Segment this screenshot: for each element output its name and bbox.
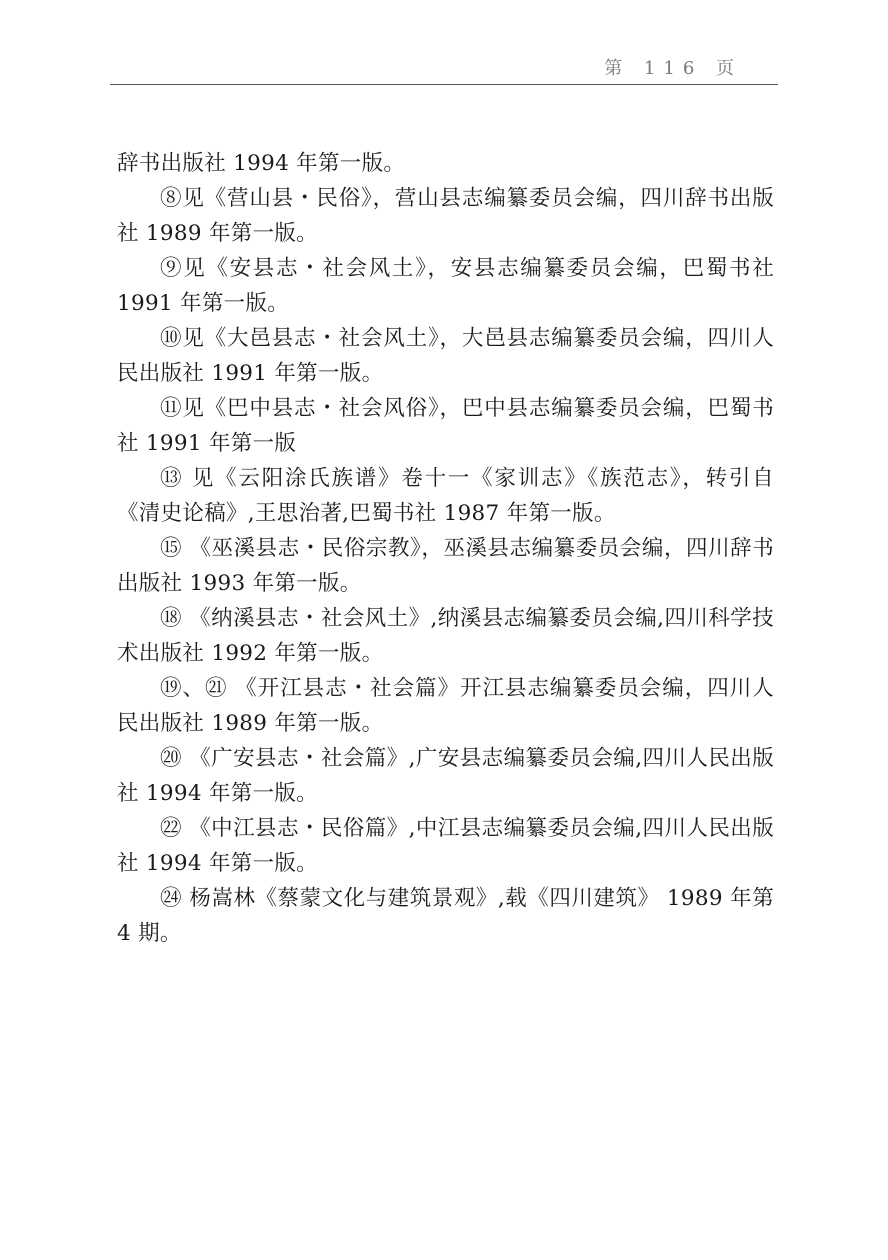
footnote-11: ⑪见《巴中县志・社会风俗》，巴中县志编纂委员会编，巴蜀书社 1991 年第一版 xyxy=(117,396,774,456)
footnote-22: ㉒ 《中江县志・民俗篇》,中江县志编纂委员会编,四川人民出版社 1994 年第一版。 xyxy=(117,816,774,876)
page-header xyxy=(110,52,778,85)
footnote-9: ⑨见《安县志・社会风土》，安县志编纂委员会编，巴蜀书社 1991 年第一版。 xyxy=(117,256,774,316)
page-number: 第 116 页 xyxy=(604,58,742,79)
footnote-8: ⑧见《营山县・民俗》，营山县志编纂委员会编，四川辞书出版社 1989 年第一版。 xyxy=(117,186,774,246)
footnote-10: ⑩见《大邑县志・社会风土》，大邑县志编纂委员会编，四川人民出版社 1991 年第一版。 xyxy=(117,326,774,386)
footnote-24: ㉔ 杨嵩林《蔡蒙文化与建筑景观》,载《四川建筑》 1989 年第 4 期。 xyxy=(117,886,774,946)
footnote-13: ⑬ 见《云阳涂氏族谱》卷十一《家训志》《族范志》，转引自《清史论稿》,王思治著,巴蜀书社 1987 年第一版。 xyxy=(117,466,774,526)
footnote-18: ⑱ 《纳溪县志・社会风土》,纳溪县志编纂委员会编,四川科学技术出版社 1992 年第一版。 xyxy=(117,606,774,666)
footnote-20: ⑳ 《广安县志・社会篇》,广安县志编纂委员会编,四川人民出版社 1994 年第一版。 xyxy=(117,746,774,806)
footnote-15: ⑮ 《巫溪县志・民俗宗教》，巫溪县志编纂委员会编，四川辞书出版社 1993 年第一版。 xyxy=(117,536,774,596)
footnote-continuation: 辞书出版社 1994 年第一版。 xyxy=(117,151,406,176)
footnote-19-21: ⑲、㉑ 《开江县志・社会篇》开江县志编纂委员会编，四川人民出版社 1989 年第一版。 xyxy=(117,676,774,736)
footnotes-section xyxy=(117,146,774,951)
